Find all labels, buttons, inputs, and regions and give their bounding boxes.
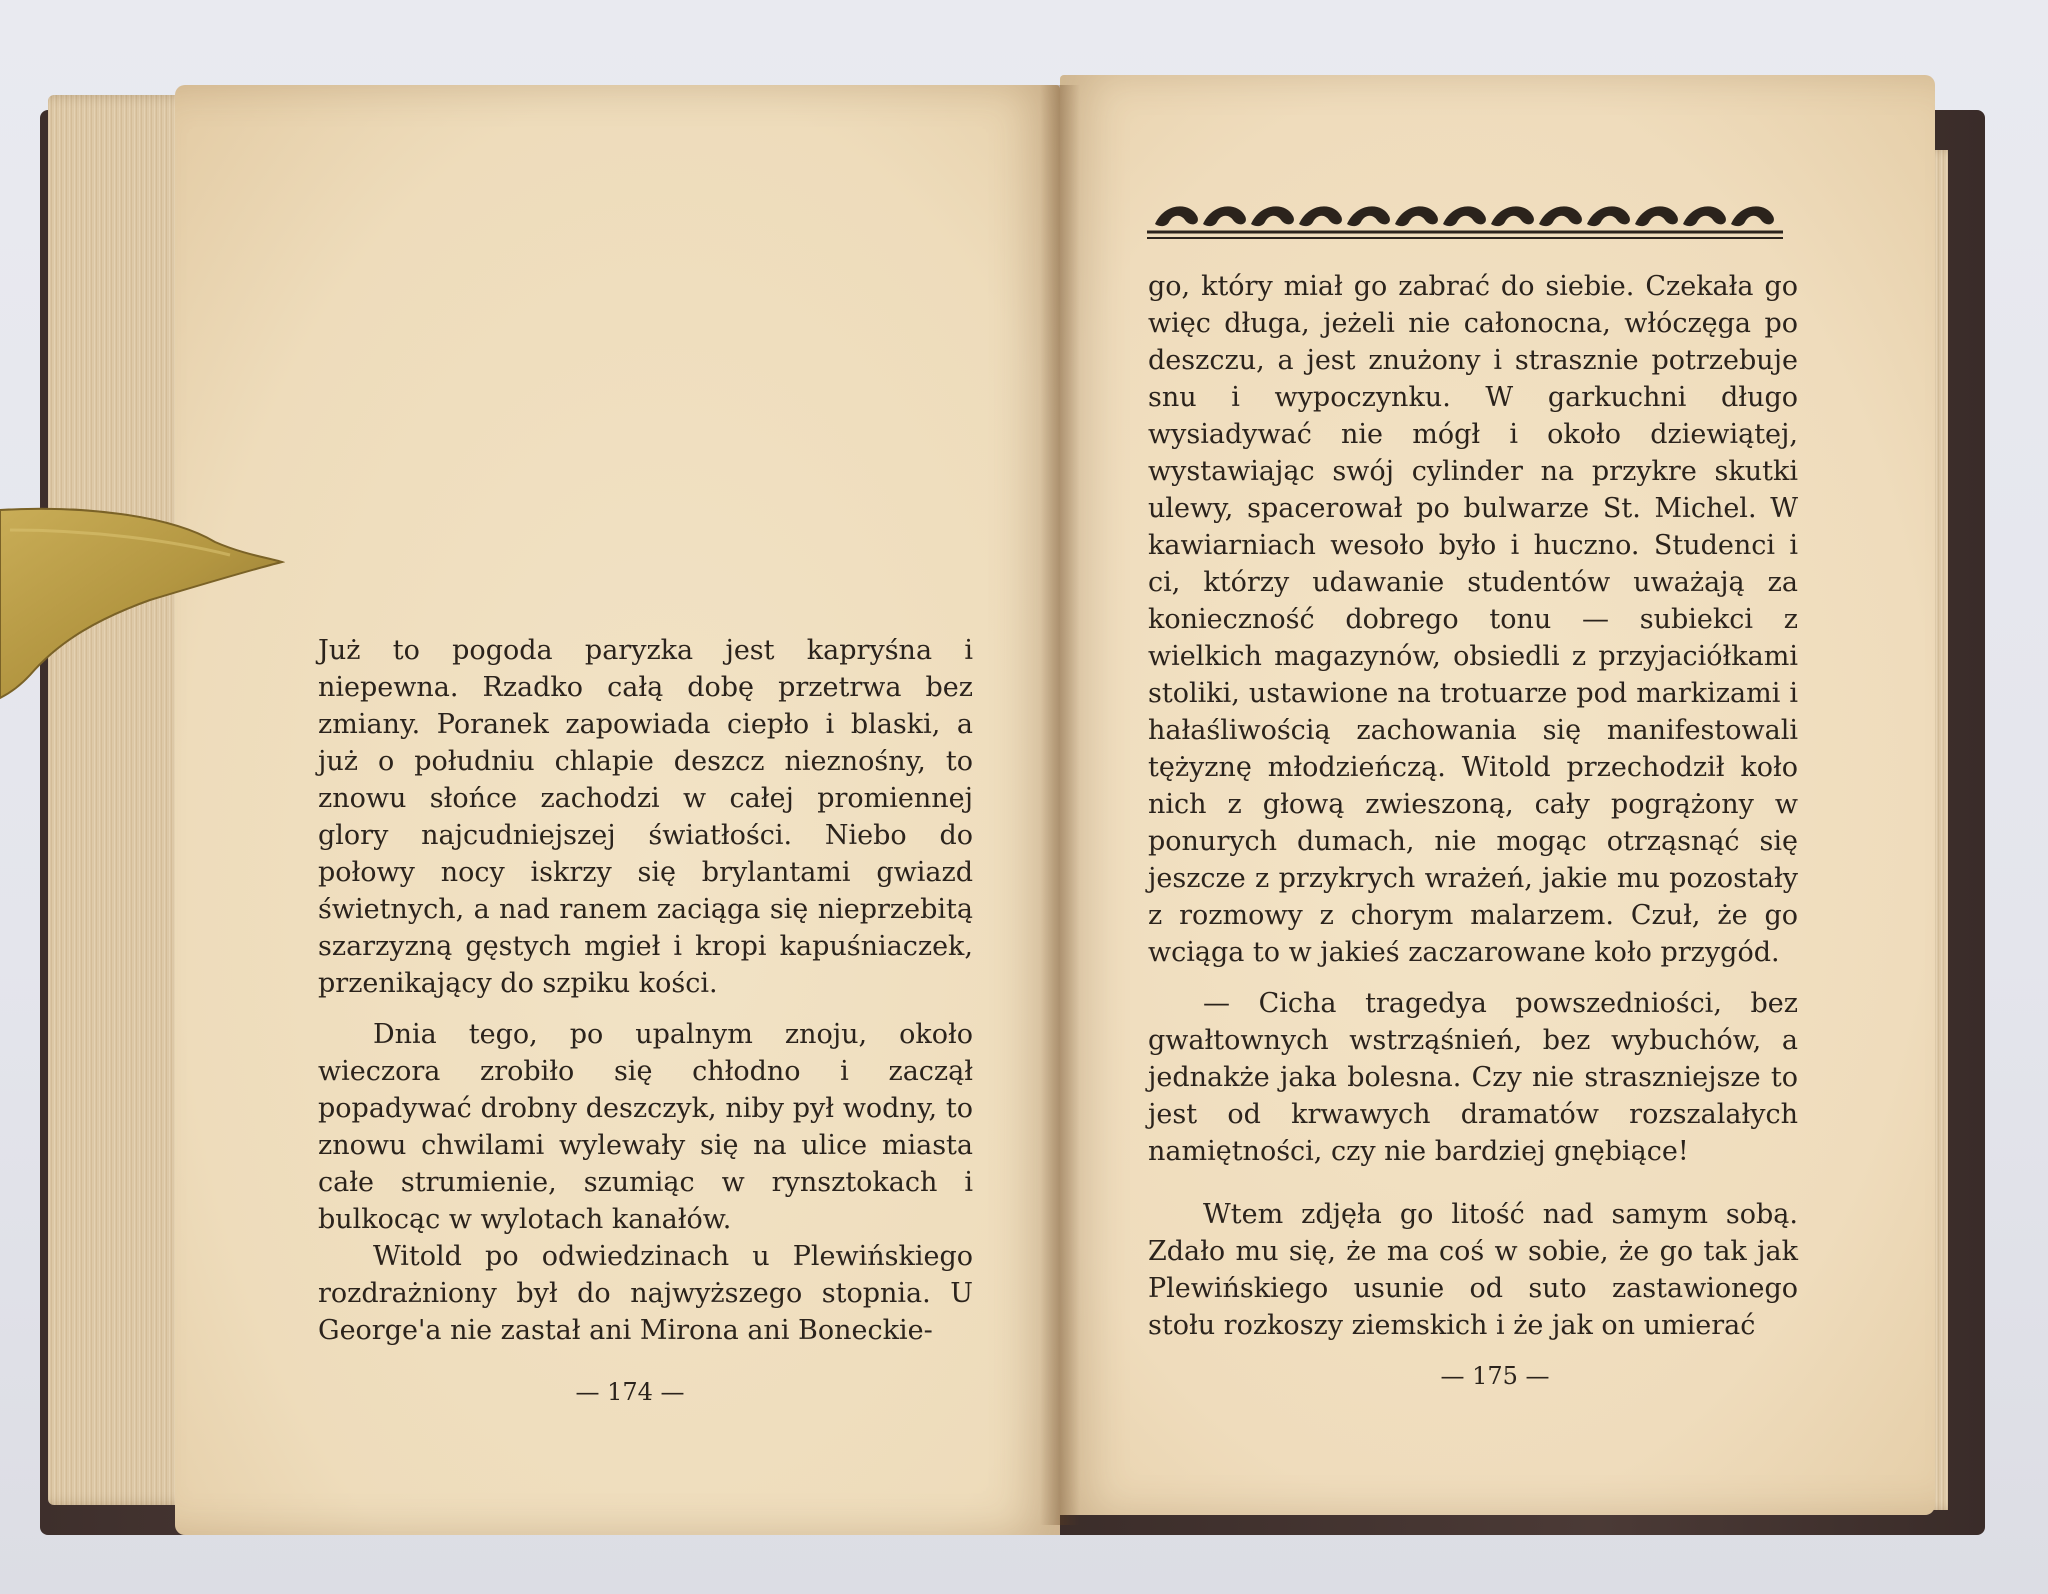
- paragraph: go, który miał go zabrać do siebie. Czekała go więc długa, jeżeli nie całonocna, włóczęga po deszczu, a jest znużony i strasznie potrzebuje snu i wypoczynku. W garkuchni długo wysiadywać nie mógł i około dziewiątej, wystawiając swój cylinder na przykre skutki ulewy, spacerował po bulwarze St. Michel. W kawiarniach wesoło było i huczno. Studenci i ci, którzy udawanie studentów uważają za konieczność dobrego tonu — subiekci z wielkich magazynów, obsiedli z przyjaciółkami stoliki, ustawione na trotuarze pod markizami i hałaśliwością zachowania się manifestowali tężyznę młodzieńczą. Witold przechodził koło nich z głową zwieszoną, cały pogrążony w ponurych dumach, nie mogąc otrząsnąć się jeszcze z przykrych wrażeń, jakie mu pozostały z rozmowy z chorym malarzem. Czuł, że go wciąga to w jakieś zaczarowane koło przygód.: [1148, 271, 1798, 968]
- brass-bookmark: [0, 500, 285, 700]
- left-page-text: [318, 632, 973, 1349]
- paragraph: — Cicha tragedya powszedniości, bez gwałtownych wstrząśnień, bez wybuchów, a jednakże jaka bolesna. Czy nie straszniejsze to jest od krwawych dramatów rozszalałych namiętności, czy nie bardziej gnębiące!: [1148, 988, 1798, 1167]
- book-gutter: [1040, 85, 1080, 1525]
- page-number-right: — 175 —: [1440, 1362, 1550, 1390]
- page-number-left: — 174 —: [575, 1378, 685, 1406]
- ornamental-header-band: [1145, 192, 1785, 242]
- paragraph: Wtem zdjęła go litość nad samym sobą. Zdało mu się, że ma coś w sobie, że go tak jak Plewińskiego usunie od suto zastawionego stołu rozkoszy ziemskich i że jak on umierać: [1148, 1199, 1798, 1341]
- paragraph: Już to pogoda paryzka jest kapryśna i niepewna. Rzadko całą dobę przetrwa bez zmiany. Poranek zapowiada ciepło i blaski, a już o południu chlapie deszcz nieznośny, to znowu słońce zachodzi w całej promiennej glory najcudniejszej światłości. Niebo do połowy nocy iskrzy się brylantami gwiazd świetnych, a nad ranem zaciąga się nieprzebitą szarzyzną gęstych mgieł i kropi kapuśniaczek, przenikający do szpiku kości.: [318, 635, 973, 999]
- paragraph: Witold po odwiedzinach u Plewińskiego rozdrażniony był do najwyższego stopnia. U George'a nie zastał ani Mirona ani Boneckie-: [318, 1241, 973, 1346]
- paragraph: Dnia tego, po upalnym znoju, około wieczora zrobiło się chłodno i zaczął popadywać drobny deszczyk, niby pył wodny, to znowu chwilami wylewały się na ulice miasta całe strumienie, szumiąc w rynsztokach i bulkocąc w wylotach kanałów.: [318, 1019, 973, 1235]
- right-page-text: [1148, 268, 1798, 1344]
